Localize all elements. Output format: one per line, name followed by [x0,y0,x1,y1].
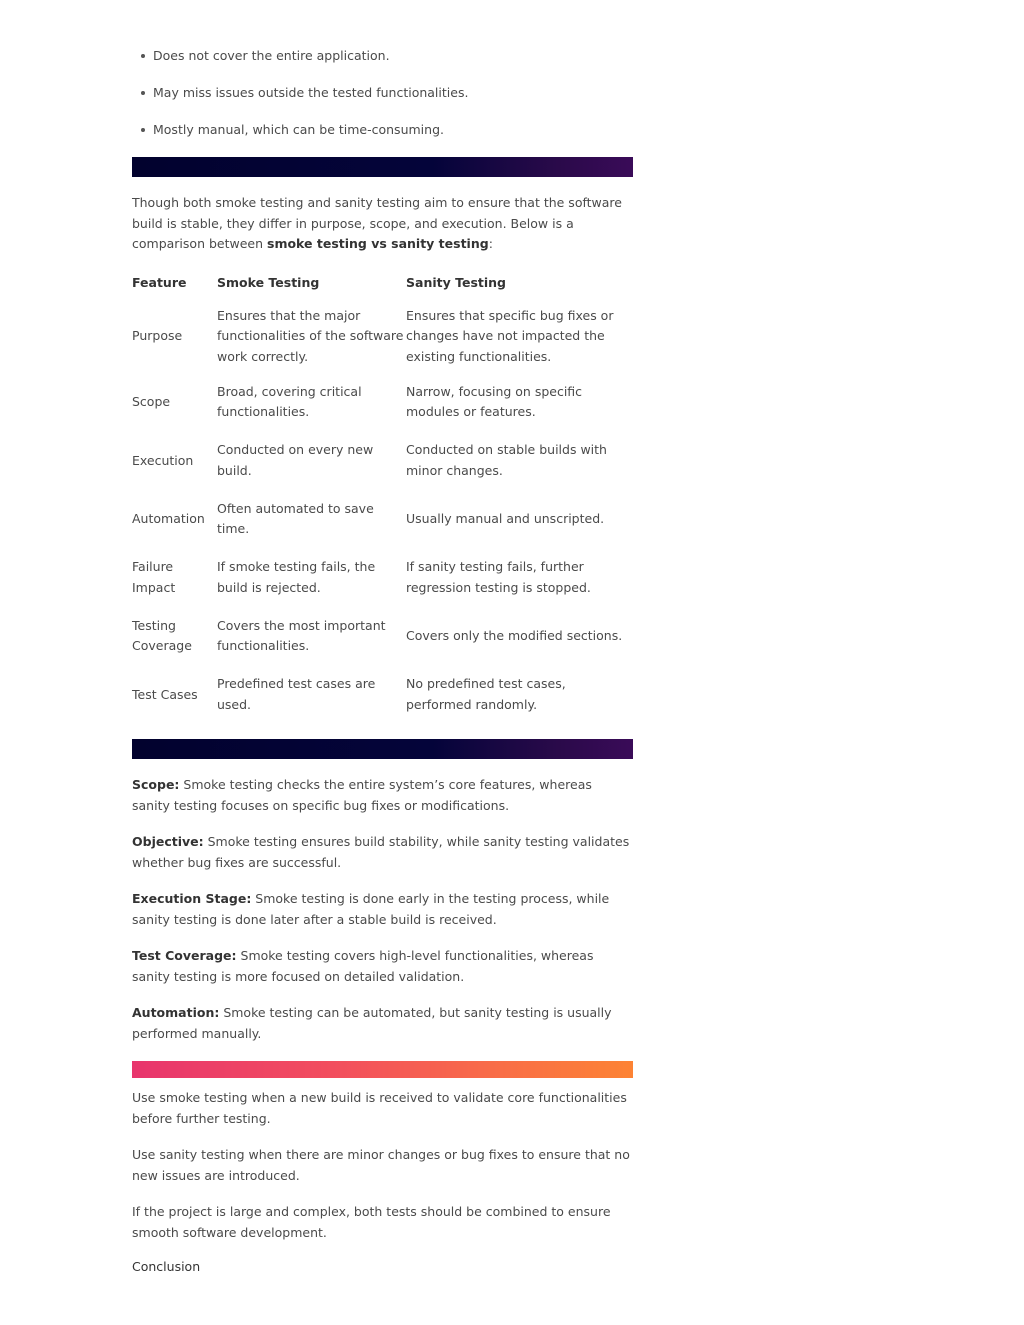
table-row [132,607,633,666]
intro-paragraph: Though both smoke testing and sanity testing aim to ensure that the software build is stable, they differ in purpose, scope, and execution. Below is a comparison between smoke testing vs sanity testing: [132,195,622,251]
cell-feature: Automation [132,511,205,526]
table-row [132,294,633,373]
table-row [132,549,633,608]
section-banner [132,739,633,759]
usage-sanity-paragraph: Use sanity testing when there are minor changes or bug fixes to ensure that no new issues are introduced. [132,1147,630,1183]
difference-scope: Scope: Smoke testing checks the entire system’s core features, whereas sanity testing focuses on specific bug fixes or modifications. [132,777,592,813]
cell-feature: Test Cases [132,686,198,702]
cell-sanity: Conducted on stable builds with minor changes. [406,442,607,478]
difference-test-coverage: Test Coverage: Smoke testing covers high-level functionalities, whereas sanity testing is more focused on detailed validation. [132,948,594,984]
cell-feature: Scope [132,394,171,409]
list-item: May miss issues outside the tested functionalities. [132,83,633,120]
table-row [132,666,633,725]
table-row [132,490,633,549]
table-header-row [132,270,633,294]
cell-sanity: No predefined test cases, performed randomly. [406,676,566,712]
usage-smoke-paragraph: Use smoke testing when a new build is received to validate core functionalities before further testing. [132,1090,627,1126]
cell-sanity: Ensures that specific bug fixes or changes have not impacted the existing functionalities. [406,307,614,364]
list-item: Does not cover the entire application. [132,46,633,83]
cell-sanity: If sanity testing fails, further regression testing is stopped. [406,559,591,595]
table-row [132,373,633,432]
header-sanity: Sanity Testing [406,274,506,290]
cell-smoke: Conducted on every new build. [217,442,374,478]
cell-sanity: Covers only the modified sections. [406,628,623,643]
cell-smoke: Broad, covering critical functionalities. [217,383,362,420]
difference-objective: Objective: Smoke testing ensures build stability, while sanity testing validates whether bug fixes are successful. [132,834,630,870]
difference-execution-stage: Execution Stage: Smoke testing is done early in the testing process, while sanity testing is done later after a stable build is received. [132,891,610,927]
cell-smoke: Covers the most important functionalities. [217,617,386,654]
cell-feature: Failure Impact [132,559,176,595]
cell-smoke: Often automated to save time. [217,500,374,537]
section-banner [132,1061,633,1078]
difference-automation: Automation: Smoke testing can be automated, but sanity testing is usually performed manually. [132,1005,612,1041]
cell-sanity: Usually manual and unscripted. [406,511,605,526]
header-smoke: Smoke Testing [217,274,320,290]
section-banner [132,157,633,177]
cell-feature: Testing Coverage [132,617,192,654]
cell-feature: Purpose [132,328,183,344]
cell-smoke: Predefined test cases are used. [217,676,376,712]
cell-feature: Execution [132,452,194,468]
cell-smoke: If smoke testing fails, the build is rejected. [217,559,376,595]
table-row [132,432,633,491]
cell-sanity: Narrow, focusing on specific modules or features. [406,383,583,420]
usage-combined-paragraph: If the project is large and complex, both tests should be combined to ensure smooth software development. [132,1204,611,1240]
comparison-table [132,270,633,724]
disadvantages-list [132,46,633,157]
conclusion-heading: Conclusion [132,1259,201,1274]
header-feature: Feature [132,274,187,290]
list-item: Mostly manual, which can be time-consuming. [132,120,633,157]
cell-smoke: Ensures that the major functionalities of the software work correctly. [217,307,404,364]
